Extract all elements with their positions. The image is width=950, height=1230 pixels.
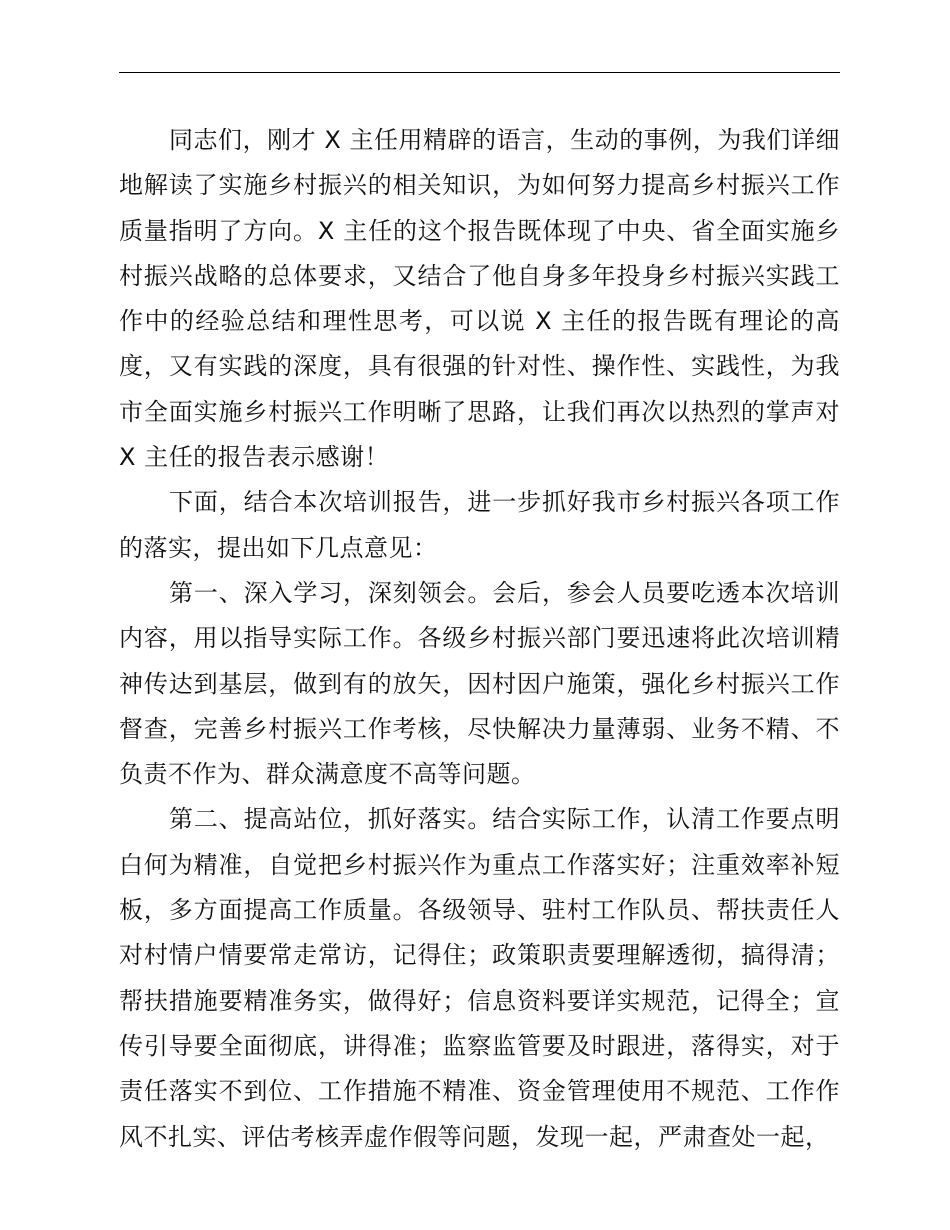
paragraph-point-two: 第二、提高站位，抓好落实。结合实际工作，认清工作要点明白何为精准，自觉把乡村振兴作为重点工作落实好；注重效率补短板，多方面提高工作质量。各级领导、驻村工作队员、帮扶责任人对村情户情要常走常访，记得住；政策职责要理解透彻，搞得清；帮扶措施要精准务实，做得好；信息资料要详实规范，记得全；宣传引导要全面彻底，讲得准；监察监管要及时跟进，落得实，对于责任落实不到位、工作措施不精准、资金管理使用不规范、工作作风不扎实、评估考核弄虚作假等问题，发现一起，严肃查处一起，	[119, 805, 840, 1151]
document-body	[119, 118, 840, 1160]
header-rule	[119, 72, 840, 73]
paragraph-intro-opinions: 下面，结合本次培训报告，进一步抓好我市乡村振兴各项工作的落实，提出如下几点意见：	[119, 488, 840, 562]
paragraph-thanks: 同志们，刚才 X 主任用精辟的语言，生动的事例，为我们详细地解读了实施乡村振兴的相关知识，为如何努力提高乡村振兴工作质量指明了方向。X 主任的这个报告既体现了中央、省全面实施乡村振兴战略的总体要求，又结合了他自身多年投身乡村振兴实践工作中的经验总结和理性思考，可以说 X 主任的报告既有理论的高度，又有实践的深度，具有很强的针对性、操作性、实践性，为我市全面实施乡村振兴工作明晰了思路，让我们再次以热烈的掌声对 X 主任的报告表示感谢！	[119, 126, 840, 472]
paragraph-point-one: 第一、深入学习，深刻领会。会后，参会人员要吃透本次培训内容，用以指导实际工作。各级乡村振兴部门要迅速将此次培训精神传达到基层，做到有的放矢，因村因户施策，强化乡村振兴工作督查，完善乡村振兴工作考核，尽快解决力量薄弱、业务不精、不负责不作为、群众满意度不高等问题。	[119, 578, 840, 789]
